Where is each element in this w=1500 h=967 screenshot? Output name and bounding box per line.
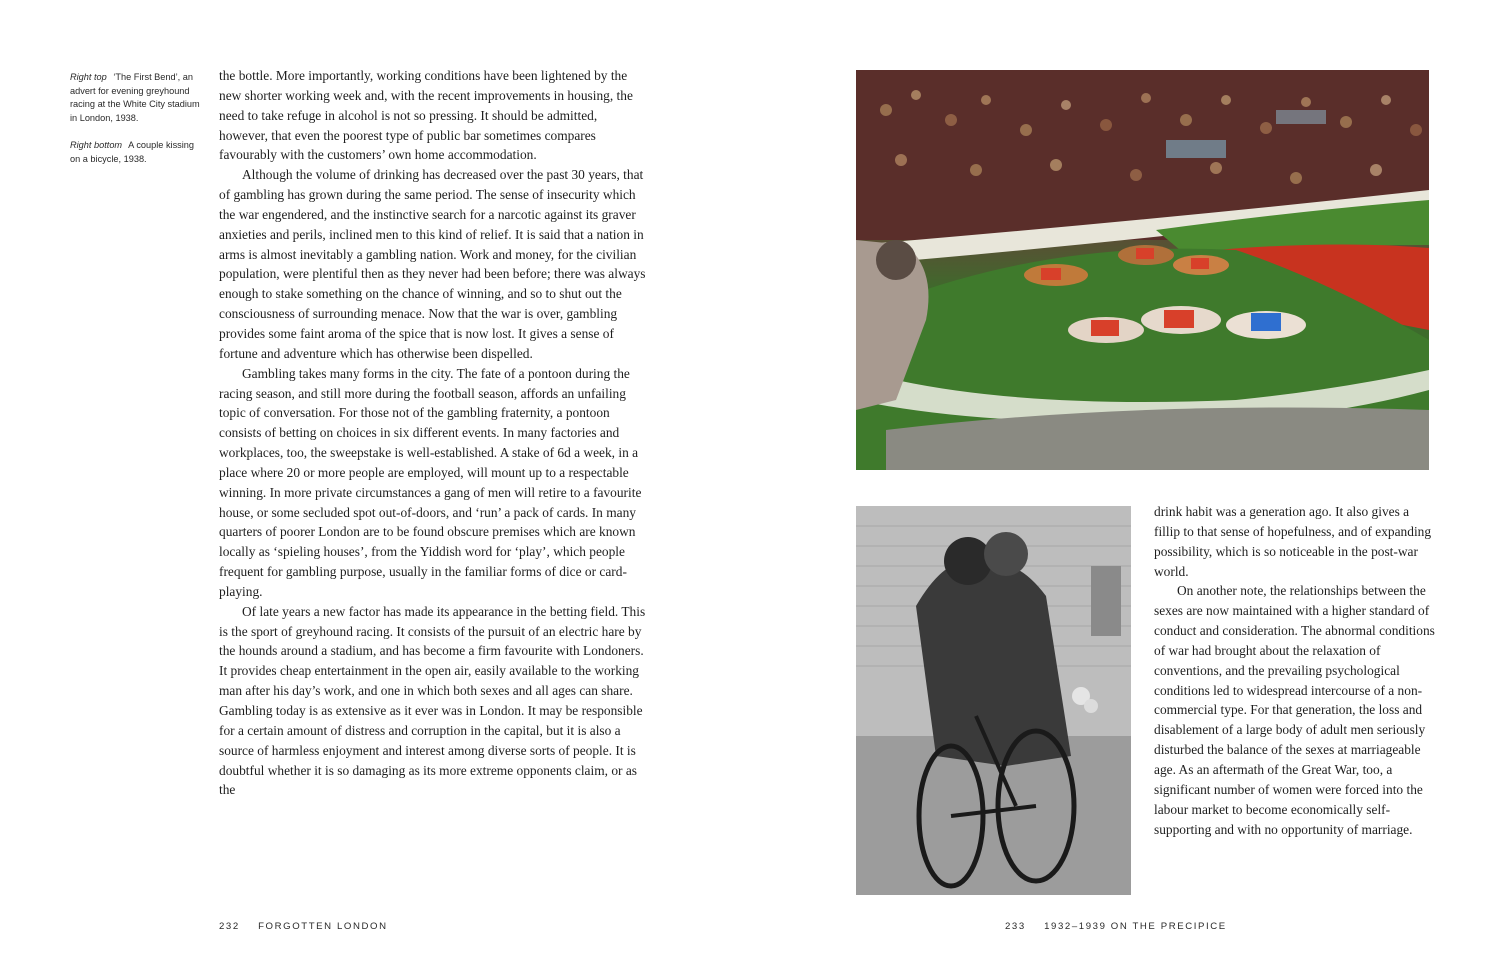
paragraph: On another note, the relationships between the sexes are now maintained with a higher standard of conduct and consideration. The abnormal conditions of war had brought about the relaxation of conventions, and the prevailing psychological conditions led to widespread intercourse of a non-commercial type. For that generation, the loss and disablement of a large body of adult men seriously disturbed the balance of the sexes at marriageable age. As an aftermath of the Great War, too, a significant number of women were forced into the labour market to become economically self-supporting and with no opportunity of marriage. — [1154, 583, 1435, 837]
caption-label: Right bottom — [70, 140, 123, 151]
caption-label: Right top — [70, 72, 107, 82]
paragraph: Although the volume of drinking has decreased over the past 30 years, that of gambling has grown during the same period. The sense of insecurity which the war engendered, and the instinctive search for a narcotic against its graver anxieties and perils, inclined men to this kind of relief. It is said that a nation in arms is almost inevitably a gambling nation. Work and money, for the civilian population, were plentiful then as they never had been before; there was always enough to stake something on the chance of winning, and so to shut out the consciousness of surrounding menace. Now that the war is over, gambling provides some faint aroma of the spice that is now lost. It gives a sense of fortune and adventure which has otherwise been dispelled. — [219, 167, 646, 361]
running-title: FORGOTTEN LONDON — [258, 921, 388, 932]
running-title: 1932–1939 ON THE PRECIPICE — [1044, 921, 1227, 932]
margin-captions — [70, 71, 200, 181]
left-body-text — [219, 66, 649, 800]
paragraph: drink habit was a generation ago. It also gives a fillip to that sense of hopefulness, and of expanding possibility, which is so noticeable in the post-war world. — [1154, 504, 1432, 579]
caption-right-bottom — [70, 139, 200, 166]
paragraph: Gambling takes many forms in the city. The fate of a pontoon during the racing season, and still more during the football season, affords an unfailing topic of conversation. For those not of the gambling fraternity, a pontoon consists of betting on choices in six different events. In many factories and workplaces, too, the sweepstake is well-established. A stake of 6d a week, in a place where 20 or more people are employed, will mount up to a respectable winning. In more private circumstances a gang of men will retire to a favourite house, or some secluded spot out-of-doors, and ‘run’ a pack of cards. In many quarters of poorer London are to be found obscure premises which are known locally as ‘spieling houses’, from the Yiddish word for ‘play’, which people frequent for gambling purpose, usually in the familiar forms of dice or card-playing. — [219, 365, 642, 599]
paragraph: Of late years a new factor has made its appearance in the betting field. This is the sport of greyhound racing. It consists of the pursuit of an electric hare by the hounds around a stadium, and has become a firm favourite with Londoners. It provides cheap entertainment in the open air, easily available to the working man after his day’s work, and one in which both sexes and all ages can share. Gambling today is as extensive as it ever was in London. It may be responsible for a certain amount of distress and corruption in the capital, but it is also a source of harmless enjoyment and interest among diverse sorts of people. It is doubtful whether it is so damaging as its more extreme opponents claim, or as the — [219, 603, 646, 798]
page-number: 232 — [219, 921, 240, 932]
couple-on-bicycle-photo — [856, 506, 1131, 895]
right-body-text — [1154, 502, 1436, 839]
greyhound-racing-poster-image — [856, 70, 1429, 470]
caption-right-top — [70, 71, 200, 125]
page-number: 233 — [1005, 921, 1026, 932]
right-page-footer — [1005, 921, 1227, 932]
caption-text: A couple kissing on a bicycle, 1938. — [70, 140, 195, 164]
caption-text: ‘The First Bend’, an advert for evening greyhound racing at the White City stadium in London, 1938. — [70, 72, 200, 123]
paragraph: the bottle. More importantly, working conditions have been lightened by the new shorter working week and, with the recent improvements in housing, the need to take refuge in alcohol is not so pressing. It should be admitted, however, that even the poorest type of public bar sometimes compares favourably with the customers’ own home accommodation. — [219, 68, 633, 163]
left-page-footer — [219, 921, 388, 932]
